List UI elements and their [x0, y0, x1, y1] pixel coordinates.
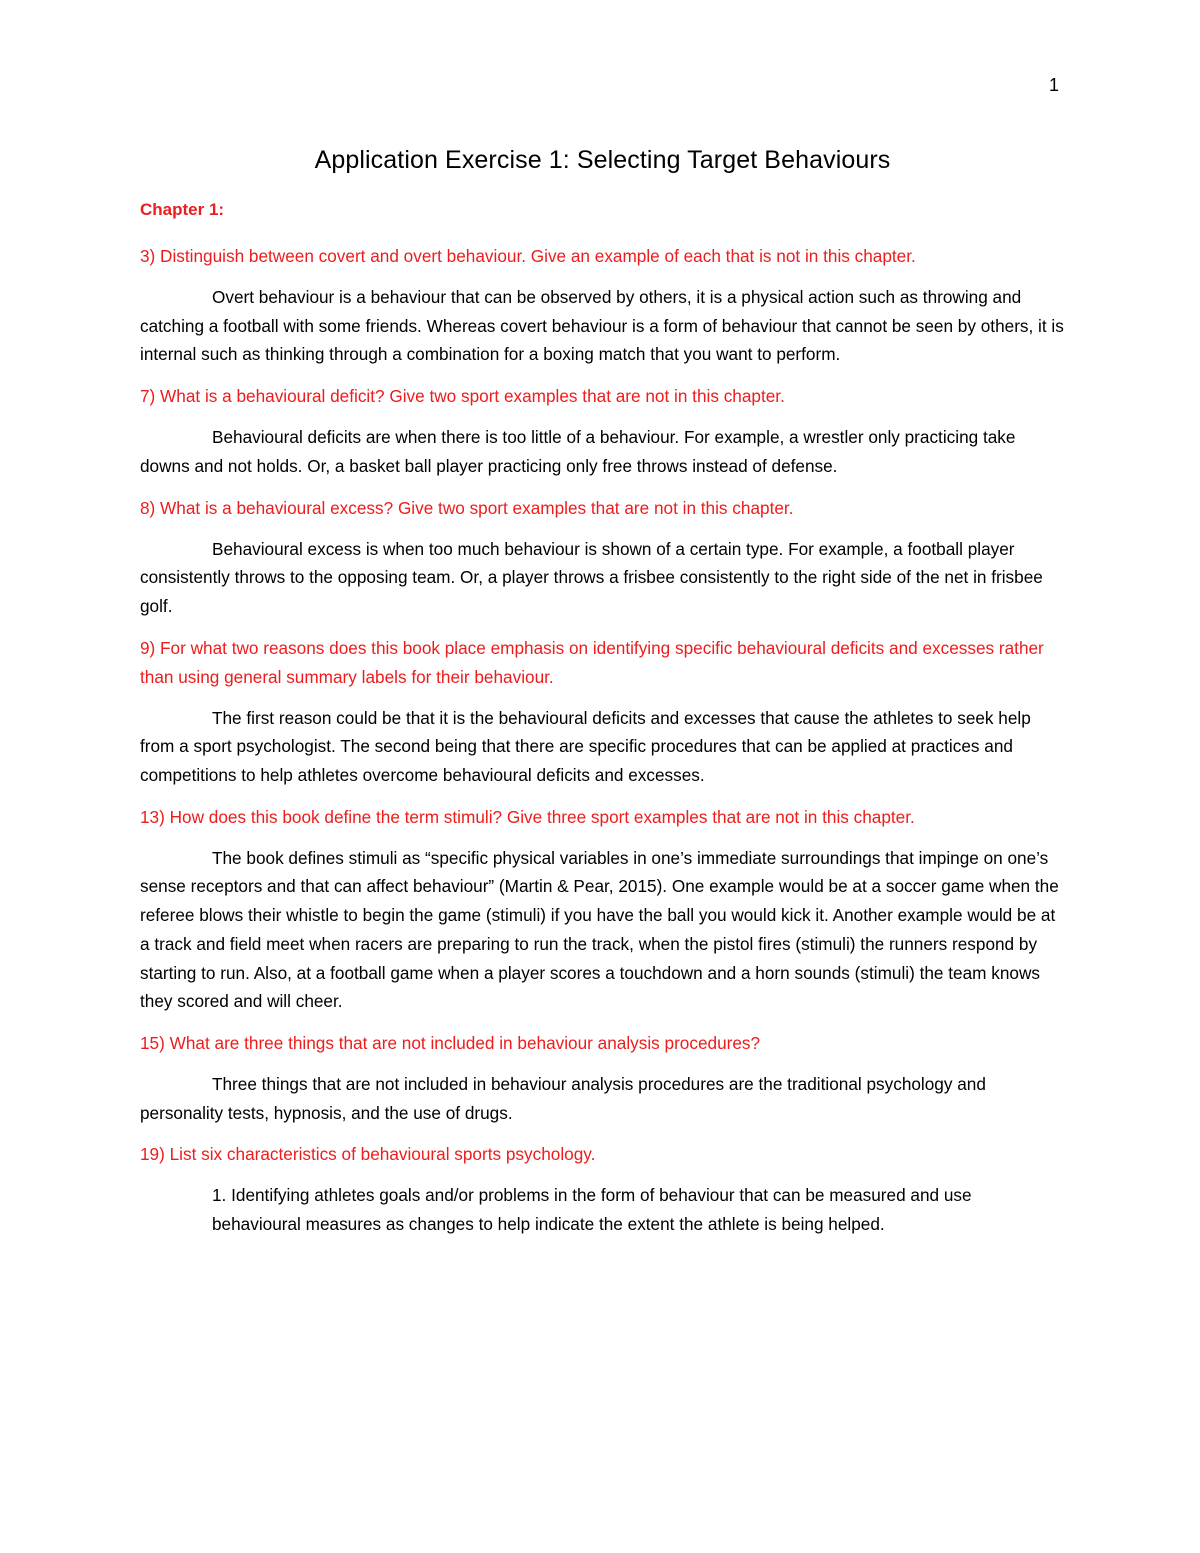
- answer-9: The first reason could be that it is the behavioural deficits and excesses that cause the athletes to seek help from a sport psychologist. The second being that there are specific procedures that can be applied at practices and competitions to help athletes overcome behavioural deficits and excesses.: [140, 707, 1031, 786]
- question-8: 8) What is a behavioural excess? Give two sport examples that are not in this chapter.: [140, 497, 794, 518]
- answer-19-item-1: 1. Identifying athletes goals and/or problems in the form of behaviour that can be measured and use behavioural measures as changes to help indicate the extent the athlete is being helped.: [212, 1185, 972, 1235]
- chapter-heading: Chapter 1:: [140, 200, 225, 219]
- question-13: 13) How does this book define the term stimuli? Give three sport examples that are not in this chapter.: [140, 806, 915, 827]
- document-body: [140, 142, 1065, 1252]
- question-15: 15) What are three things that are not included in behaviour analysis procedures?: [140, 1032, 761, 1053]
- answer-3: Overt behaviour is a behaviour that can be observed by others, it is a physical action such as throwing and catching a football with some friends. Whereas covert behaviour is a form of behaviour that cannot be seen by others, it is internal such as thinking through a combination for a boxing match that you want to perform.: [140, 287, 1064, 365]
- page-number: 1: [1048, 75, 1059, 95]
- answer-8: Behavioural excess is when too much behaviour is shown of a certain type. For example, a football player consistently throws to the opposing team. Or, a player throws a frisbee consistently to the right side of the net in frisbee golf.: [140, 538, 1043, 616]
- answer-15: Three things that are not included in behaviour analysis procedures are the traditional psychology and personality tests, hypnosis, and the use of drugs.: [140, 1073, 986, 1123]
- question-9: 9) For what two reasons does this book place emphasis on identifying specific behavioural deficits and excesses rather than using general summary labels for their behaviour.: [140, 637, 1044, 687]
- question-19: 19) List six characteristics of behavioural sports psychology.: [140, 1144, 596, 1165]
- document-title: Application Exercise 1: Selecting Target Behaviours: [314, 146, 891, 174]
- answer-7: Behavioural deficits are when there is too little of a behaviour. For example, a wrestler only practicing take downs and not holds. Or, a basket ball player practicing only free throws instead of defense.: [140, 427, 1016, 476]
- question-7: 7) What is a behavioural deficit? Give two sport examples that are not in this chapter.: [140, 386, 785, 407]
- question-3: 3) Distinguish between covert and overt behaviour. Give an example of each that is not in this chapter.: [140, 246, 916, 266]
- answer-13: The book defines stimuli as “specific physical variables in one’s immediate surroundings that impinge on one’s sense receptors and that can affect behaviour” (Martin & Pear, 2015). One example would be at a soccer game when the referee blows their whistle to begin the game (stimuli) if you have the ball you would kick it. Another example would be at a track and field meet when racers are preparing to run the track, when the pistol fires (stimuli) the runners respond by starting to run. Also, at a football game when a player scores a touchdown and a horn sounds (stimuli) the team knows they scored and will cheer.: [140, 847, 1059, 1012]
